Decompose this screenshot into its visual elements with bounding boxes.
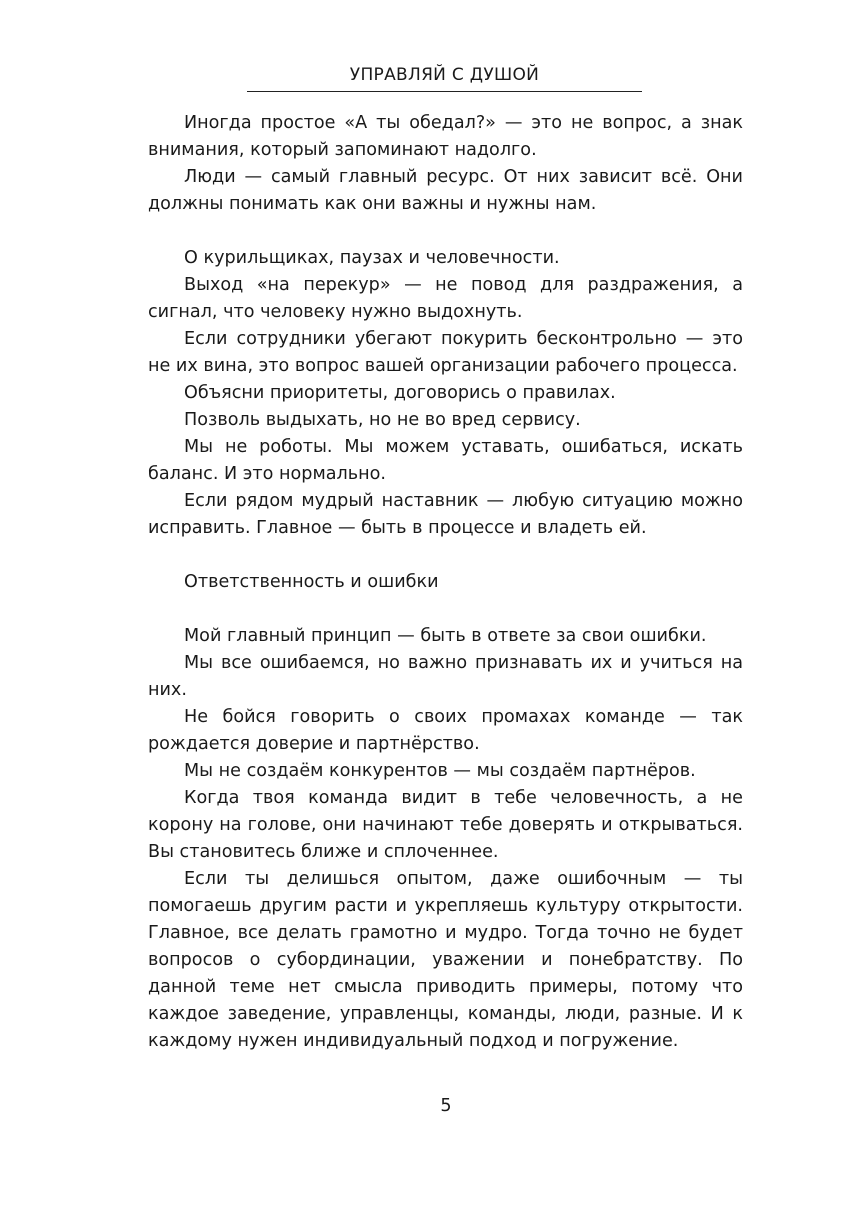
paragraph: Объясни приоритеты, договорись о правилах. bbox=[184, 383, 616, 403]
paragraph: Если рядом мудрый наставник — любую ситуацию можно исправить. Главное — быть в процессе и владеть ей. bbox=[148, 491, 743, 538]
body-text bbox=[148, 110, 743, 1055]
paragraph: Мы не роботы. Мы можем уставать, ошибаться, искать баланс. И это нормально. bbox=[148, 437, 743, 484]
paragraph: Выход «на перекур» — не повод для раздражения, а сигнал, что человеку нужно выдохнуть. bbox=[148, 275, 743, 322]
paragraph: Мы не создаём конкурентов — мы создаём партнёров. bbox=[184, 761, 696, 781]
paragraph: Мой главный принцип — быть в ответе за свои ошибки. bbox=[184, 626, 707, 646]
paragraph: Мы все ошибаемся, но важно признавать их и учиться на них. bbox=[148, 653, 743, 700]
section-heading-responsibility: Ответственность и ошибки bbox=[184, 572, 439, 592]
header-rule bbox=[247, 91, 642, 92]
paragraph: Иногда простое «А ты обедал?» — это не вопрос, а знак внимания, который запоминают надолго. bbox=[148, 113, 743, 160]
paragraph: Люди — самый главный ресурс. От них зависит всё. Они должны понимать как они важны и нужны нам. bbox=[148, 167, 743, 214]
paragraph: Если ты делишься опытом, даже ошибочным — ты помогаешь другим расти и укрепляешь культуру открытости. Главное, все делать грамотно и мудро. Тогда точно не будет вопросов о субординации, уважении и понебратству. По данной теме нет смысла приводить примеры, потому что каждое заведение, управленцы, команды, люди, разные. И к каждому нужен индивидуальный подход и погружение. bbox=[148, 869, 743, 1051]
paragraph: Не бойся говорить о своих промахах команде — так рождается доверие и партнёрство. bbox=[148, 707, 743, 754]
section-heading-smokers: О курильщиках, паузах и человечности. bbox=[184, 248, 560, 268]
paragraph: Если сотрудники убегают покурить бесконтрольно — это не их вина, это вопрос вашей организации рабочего процесса. bbox=[148, 329, 743, 376]
paragraph: Позволь выдыхать, но не во вред сервису. bbox=[184, 410, 581, 430]
paragraph: Когда твоя команда видит в тебе человечность, а не корону на голове, они начинают тебе доверять и открываться. Вы становитесь ближе и сплоченнее. bbox=[148, 788, 743, 862]
running-head: УПРАВЛЯЙ С ДУШОЙ bbox=[349, 65, 540, 85]
page-number: 5 bbox=[440, 1096, 452, 1116]
